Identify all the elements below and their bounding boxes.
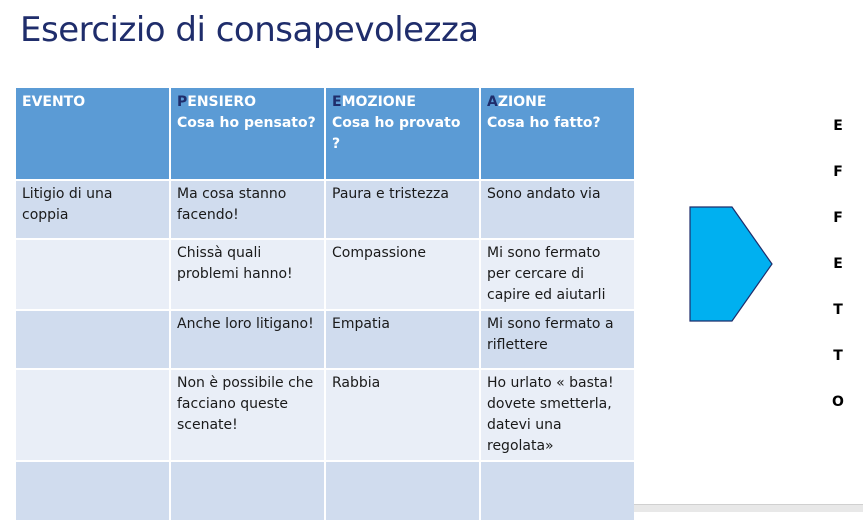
cell-emozione: Paura e tristezza <box>325 180 480 239</box>
header-pensiero: PENSIERO Cosa ho pensato? <box>170 87 325 180</box>
header-question: Cosa ho provato ? <box>332 115 461 152</box>
cell-azione <box>480 461 635 521</box>
effetto-letter: T <box>833 348 843 364</box>
pentagon-arrow-icon <box>689 206 775 324</box>
cell-emozione: Empatia <box>325 310 480 369</box>
header-question: Cosa ho pensato? <box>177 115 316 131</box>
table-row <box>15 310 635 369</box>
header-initial: A <box>487 94 498 110</box>
header-evento: EVENTO <box>15 87 170 180</box>
header-initial: P <box>177 94 188 110</box>
cell-evento <box>15 369 170 461</box>
table-header-row <box>15 87 635 180</box>
effetto-letter: F <box>833 210 843 226</box>
cell-pensiero: Chissà quali problemi hanno! <box>170 239 325 310</box>
header-initial: E <box>332 94 342 110</box>
effetto-vertical-word <box>826 114 850 436</box>
effetto-letter: F <box>833 164 843 180</box>
cell-azione: Mi sono fermato per cercare di capire ed aiutarli <box>480 239 635 310</box>
table-row <box>15 461 635 521</box>
awareness-table <box>14 86 636 522</box>
cell-azione: Mi sono fermato a riflettere <box>480 310 635 369</box>
effetto-letter: T <box>833 302 843 318</box>
cell-pensiero: Ma cosa stanno facendo! <box>170 180 325 239</box>
header-azione: AZIONE Cosa ho fatto? <box>480 87 635 180</box>
effetto-letter: E <box>833 256 843 272</box>
cell-azione: Sono andato via <box>480 180 635 239</box>
cell-emozione: Rabbia <box>325 369 480 461</box>
cell-evento <box>15 461 170 521</box>
cell-evento: Litigio di una coppia <box>15 180 170 239</box>
table-row <box>15 369 635 461</box>
header-question: Cosa ho fatto? <box>487 115 601 131</box>
cell-evento <box>15 310 170 369</box>
slide-title: Esercizio di consapevolezza <box>20 10 479 50</box>
effetto-letter: E <box>833 118 843 134</box>
cell-pensiero <box>170 461 325 521</box>
table-row <box>15 239 635 310</box>
table-row <box>15 180 635 239</box>
cell-emozione: Compassione <box>325 239 480 310</box>
cell-evento <box>15 239 170 310</box>
cell-azione: Ho urlato « basta! dovete smetterla, datevi una regolata» <box>480 369 635 461</box>
header-emozione: EMOZIONE Cosa ho provato ? <box>325 87 480 180</box>
effetto-letter: O <box>832 394 844 410</box>
cell-pensiero: Non è possibile che facciano queste scenate! <box>170 369 325 461</box>
cell-pensiero: Anche loro litigano! <box>170 310 325 369</box>
cell-emozione <box>325 461 480 521</box>
